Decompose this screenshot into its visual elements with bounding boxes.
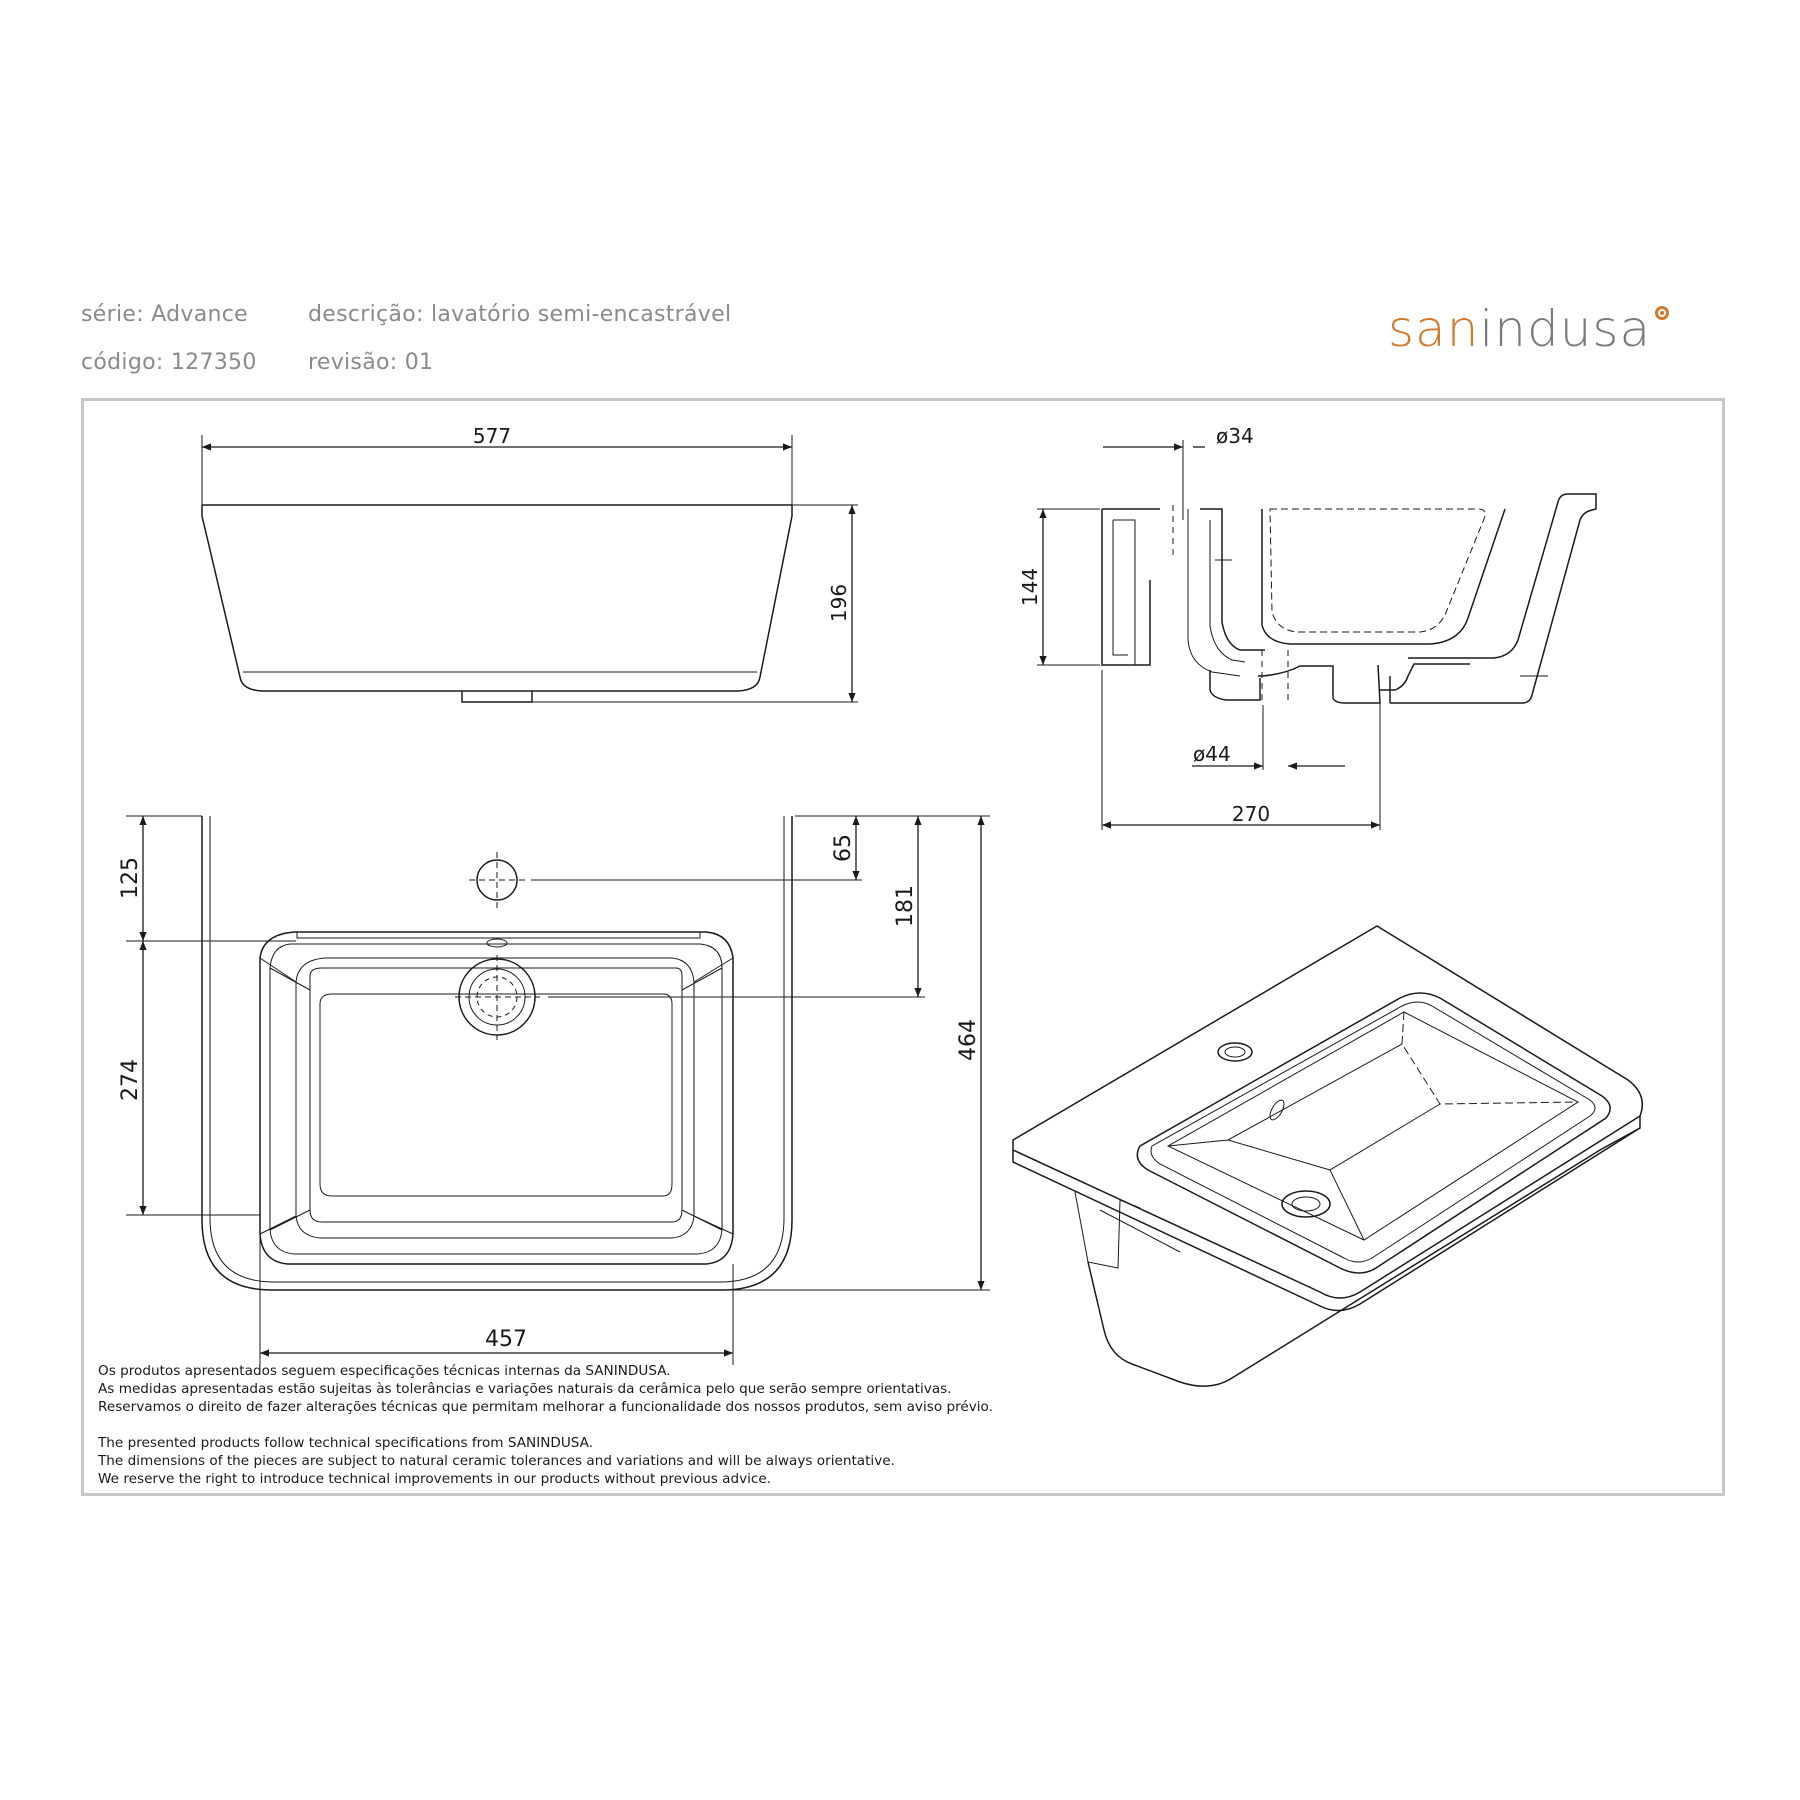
dim-181-label: 181 — [893, 885, 918, 927]
dim-125-label: 125 — [118, 857, 143, 899]
dim-144-label: 144 — [1018, 567, 1042, 607]
dim-274-label: 274 — [118, 1059, 143, 1101]
bowl-rim — [260, 932, 733, 1264]
dim-270-label: 270 — [1231, 802, 1271, 826]
dim-o34-label: ø34 — [1216, 424, 1254, 448]
logo-part-san: san — [1388, 300, 1480, 358]
front-basin-outline — [202, 505, 792, 691]
iso-rim-outer — [1137, 993, 1610, 1273]
iso-top-slab — [1013, 926, 1642, 1298]
note-en-line: The dimensions of the pieces are subject to natural ceramic tolerances and variations and will be always orientative. — [98, 1453, 895, 1469]
logo-part-indusa: indusa — [1479, 300, 1652, 358]
serie-label: série: Advance — [81, 302, 248, 327]
plan-view — [126, 816, 990, 1365]
front-waste-outlet — [462, 691, 532, 702]
side-section — [1037, 440, 1596, 830]
note-pt-line: Os produtos apresentados seguem especificações técnicas internas da SANINDUSA. — [98, 1363, 671, 1379]
revisao-label: revisão: 01 — [308, 350, 434, 375]
dim-65-label: 65 — [831, 834, 856, 862]
note-en-line: We reserve the right to introduce technical improvements in our products without previous advice. — [98, 1471, 772, 1487]
iso-tap-hole — [1218, 1043, 1252, 1061]
isometric-view — [1013, 926, 1642, 1386]
notes-portuguese — [98, 1362, 1098, 1416]
dim-577-label: 577 — [472, 424, 512, 448]
dim-457-label: 457 — [485, 1327, 527, 1352]
note-pt-line: As medidas apresentadas estão sujeitas às tolerâncias e variações naturais da cerâmica pelo que serão sempre orientativas. — [98, 1381, 952, 1397]
note-en-line: The presented products follow technical specifications from SANINDUSA. — [98, 1435, 594, 1451]
descricao-label: descrição: lavatório semi-encastrável — [308, 302, 732, 327]
dim-464-label: 464 — [956, 1019, 981, 1061]
codigo-label: código: 127350 — [81, 350, 257, 375]
notes-english — [98, 1434, 1098, 1488]
dim-196-label: 196 — [827, 583, 851, 623]
note-pt-line: Reservamos o direito de fazer alterações técnicas que permitam melhorar a funcionalidade dos nossos produtos, sem aviso prévio. — [98, 1399, 993, 1415]
front-view — [202, 435, 858, 702]
dim-o44-label: ø44 — [1193, 742, 1231, 766]
